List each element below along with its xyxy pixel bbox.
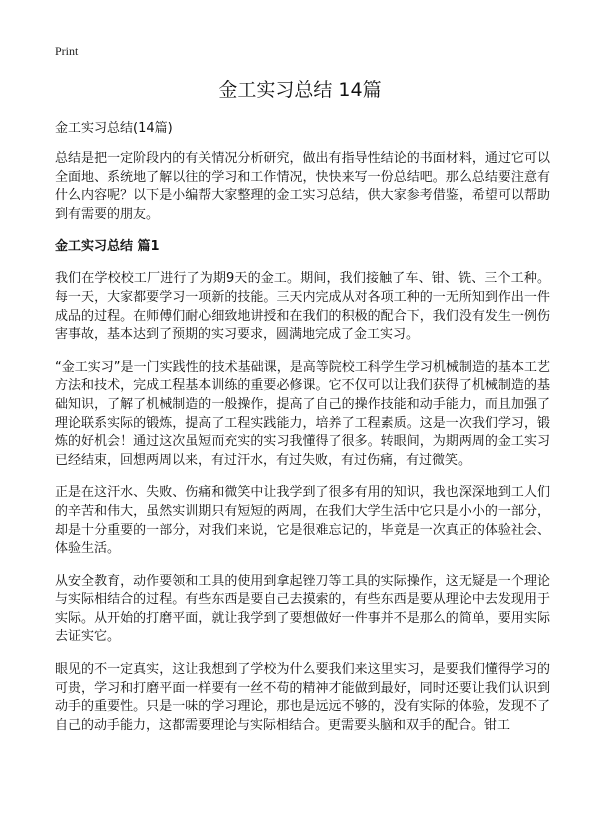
document-subtitle: 金工实习总结(14篇) — [55, 121, 173, 136]
document-title: 金工实习总结 14篇 — [218, 79, 382, 101]
body-paragraph-1: 我们在学校校工厂进行了为期9天的金工。期间，我们接触了车、钳、铣、三个工种。每一天，大家都要学习一项新的技能。三天内完成从对各项工种的一无所知到作出一件成品的过程。在师傅们耐心细致地讲授和在我们的积极的配合下，我们没有发生一例伤害事故，基本达到了预期的实习要求，圆满地完成了金工实习。 — [55, 271, 550, 343]
intro-paragraph: 总结是把一定阶段内的有关情况分析研究，做出有指导性结论的书面材料，通过它可以全面地、系统地了解以往的学习和工作情况，快快来写一份总结吧。那么总结要注意有什么内容呢？以下是小编帮大家整理的金工实习总结，供大家参考借鉴，希望可以帮助到有需要的朋友。 — [55, 151, 550, 222]
section-heading: 金工实习总结 篇1 — [55, 239, 160, 255]
body-paragraph-2: “金工实习”是一门实践性的技术基础课，是高等院校工科学生学习机械制造的基本工艺方法和技术，完成工程基本训练的重要必修课。它不仅可以让我们获得了机械制造的基础知识，了解了机械制造的一般操作，提高了自己的操作技能和动手能力，而且加强了理论联系实际的锻炼，提高了工程实践能力，培养了工程素质。这是一次我们学习，锻炼的好机会！通过这次虽短而充实的实习我懂得了很多。转眼间，为期两周的金工实习已经结束，回想两周以来，有过汗水，有过失败，有过伤痛，有过微笑。 — [55, 359, 550, 468]
print-link[interactable]: Print — [55, 44, 79, 58]
body-paragraph-4: 从安全教育，动作要领和工具的使用到拿起锉刀等工具的实际操作，这无疑是一个理论与实际相结合的过程。有些东西是要自己去摸索的，有些东西是要从理论中去发现用于实际。从开始的打磨平面，就让我学到了要想做好一件事并不是那么的简单，要用实际去证实它。 — [55, 573, 550, 645]
document-body — [55, 120, 550, 749]
body-paragraph-5: 眼见的不一定真实，这让我想到了学校为什么要我们来这里实习，是要我们懂得学习的可贵，学习和打磨平面一样要有一丝不苟的精神才能做到最好，同时还要让我们认识到动手的重要性。只是一味的学习理论，那也是远远不够的，没有实际的体验，发现不了自己的动手能力，这都需要理论与实际相结合。更需要头脑和双手的配合。钳工 — [55, 662, 550, 733]
body-paragraph-3: 正是在这汗水、失败、伤痛和微笑中让我学到了很多有用的知识，我也深深地到工人们的辛苦和伟大，虽然实训期只有短短的两周，在我们大学生活中它只是小小的一部分，却是十分重要的一部分，对我们来说，它是很难忘记的，毕竟是一次真正的体验社会、体验生活。 — [55, 485, 550, 557]
